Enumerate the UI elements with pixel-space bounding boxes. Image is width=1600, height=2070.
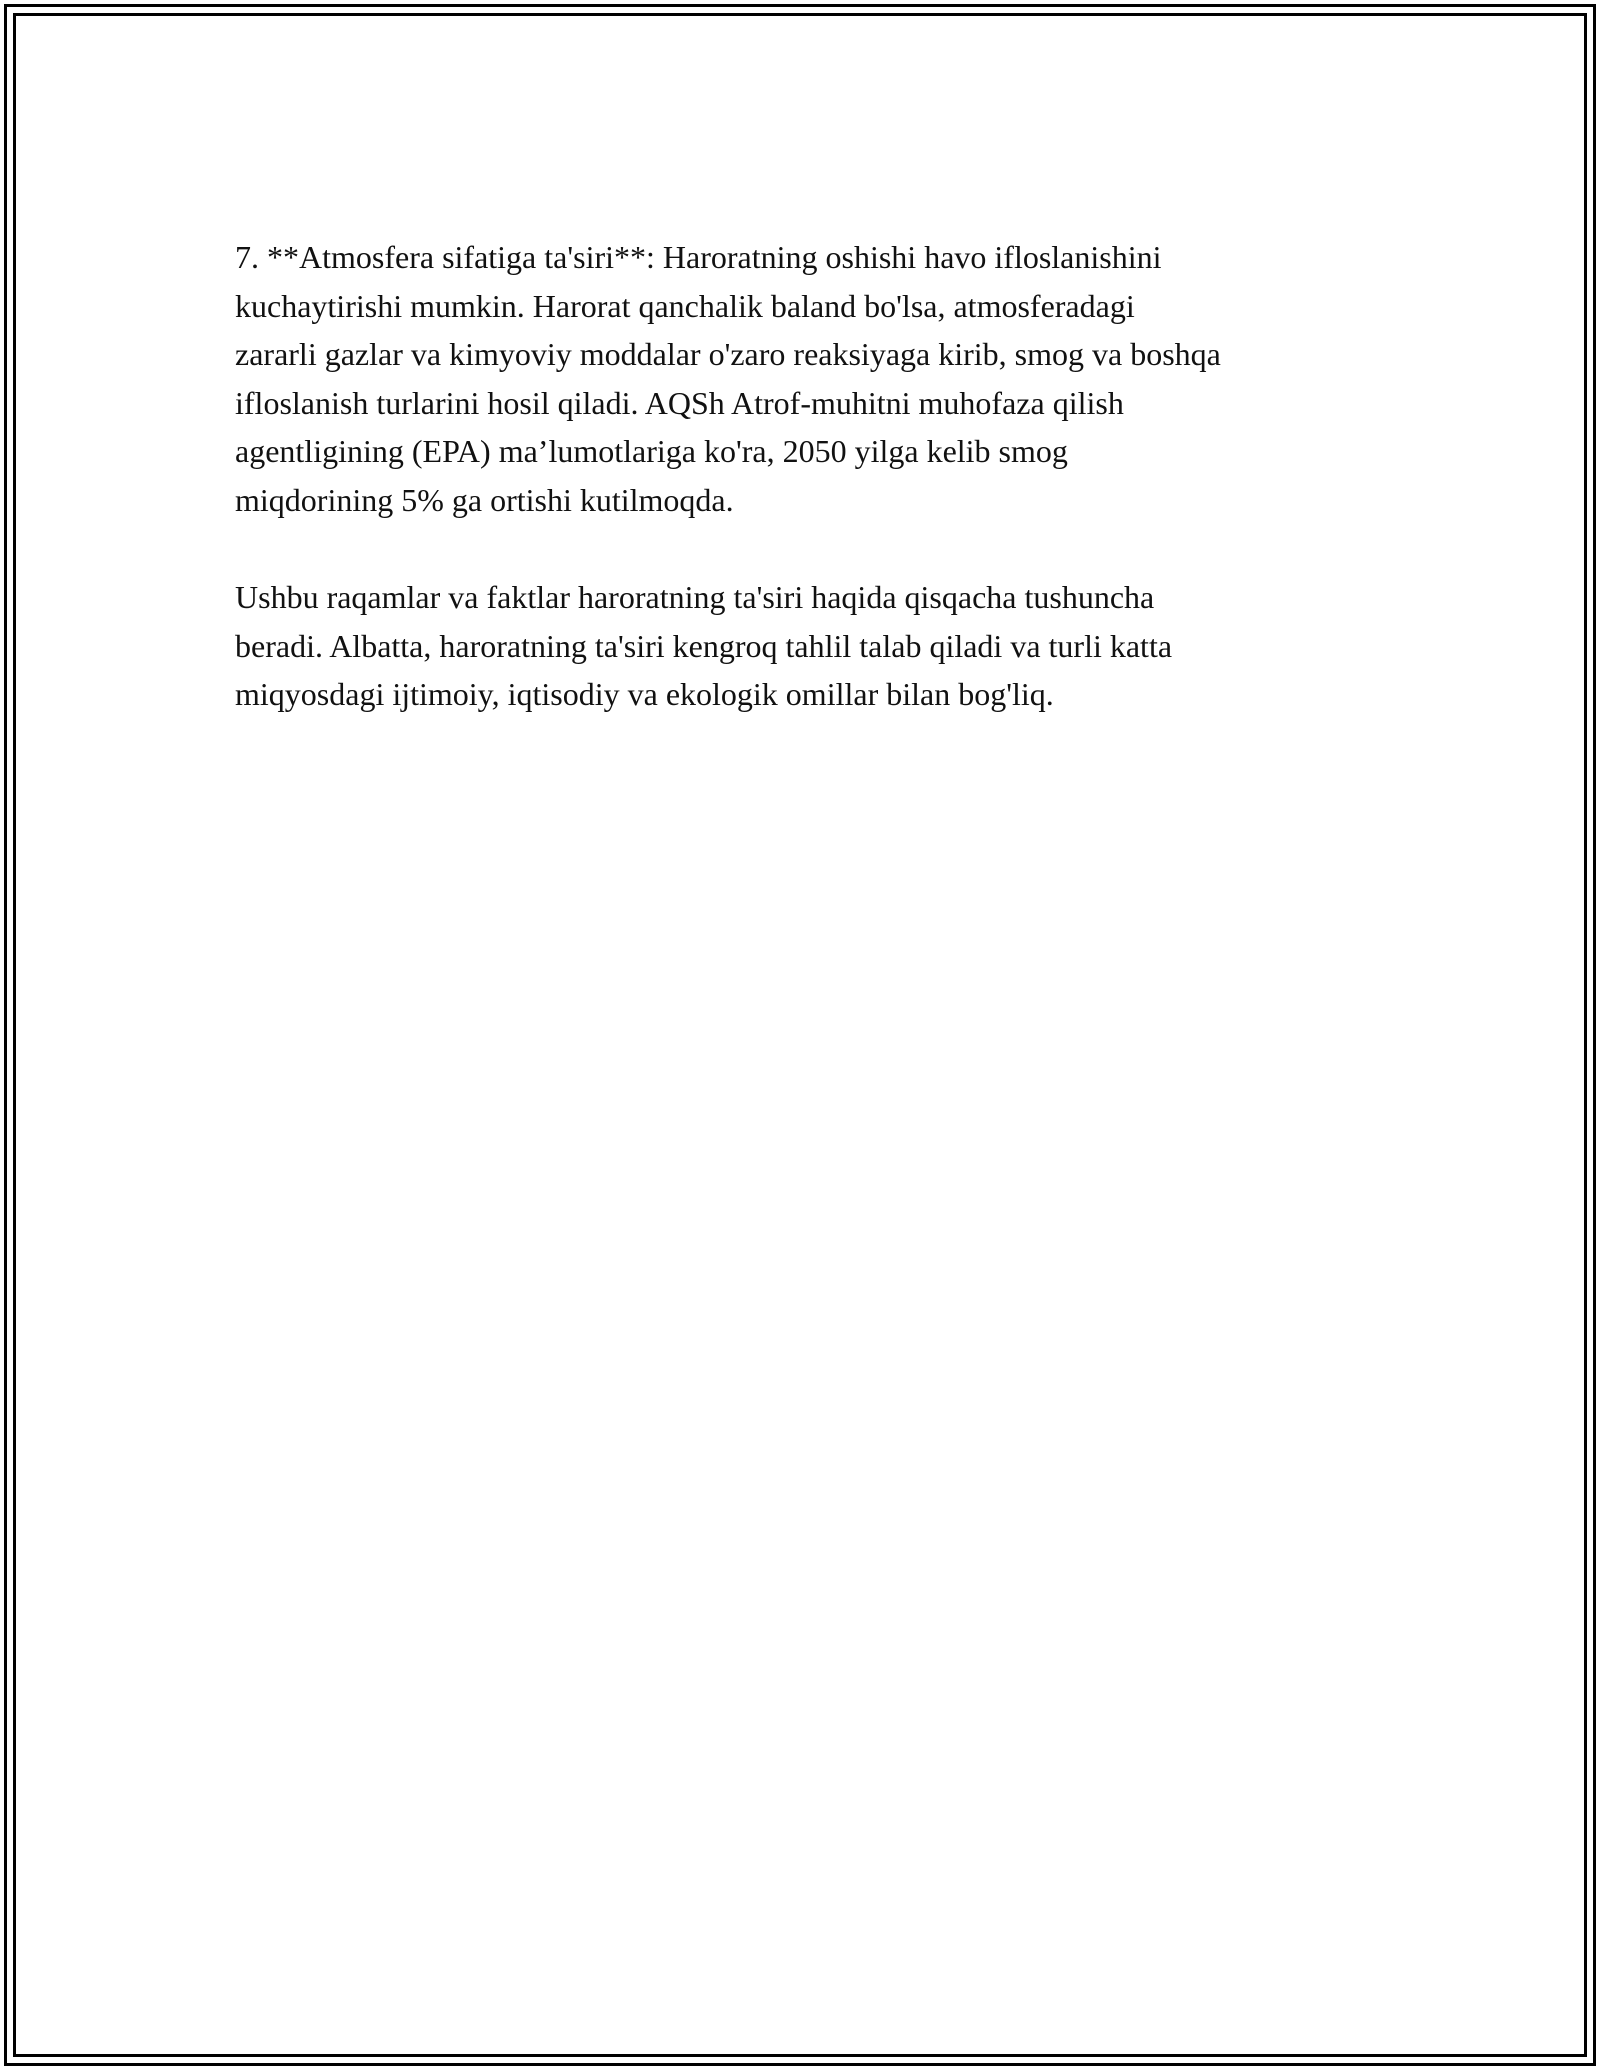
document-body (235, 233, 1385, 719)
paragraph-conclusion (235, 573, 1385, 719)
text-line: beradi. Albatta, haroratning ta'siri kengroq tahlil talab qiladi va turli katta (235, 627, 1173, 664)
text-line: 7. **Atmosfera sifatiga ta'siri**: Haroratning oshishi havo ifloslanishini (235, 239, 1162, 275)
text-line: miqdorining 5% ga ortishi kutilmoqda. (235, 481, 734, 518)
text-line: miqyosdagi ijtimoiy, iqtisodiy va ekologik omillar bilan bog'liq. (235, 676, 1054, 712)
text-line: zararli gazlar va kimyoviy moddalar o'zaro reaksiyaga kirib, smog va boshqa (235, 336, 1221, 372)
text-line: Ushbu raqamlar va faktlar haroratning ta'siri haqida qisqacha tushuncha (235, 579, 1155, 615)
text-line: kuchaytirishi mumkin. Harorat qanchalik baland bo'lsa, atmosferadagi (235, 287, 1135, 324)
paragraph-atmosphere-impact (235, 233, 1385, 524)
text-line: ifloslanish turlarini hosil qiladi. AQSh Atrof-muhitni muhofaza qilish (235, 384, 1124, 421)
text-line: agentligining (EPA) ma’lumotlariga ko'ra, 2050 yilga kelib smog (235, 433, 1068, 469)
